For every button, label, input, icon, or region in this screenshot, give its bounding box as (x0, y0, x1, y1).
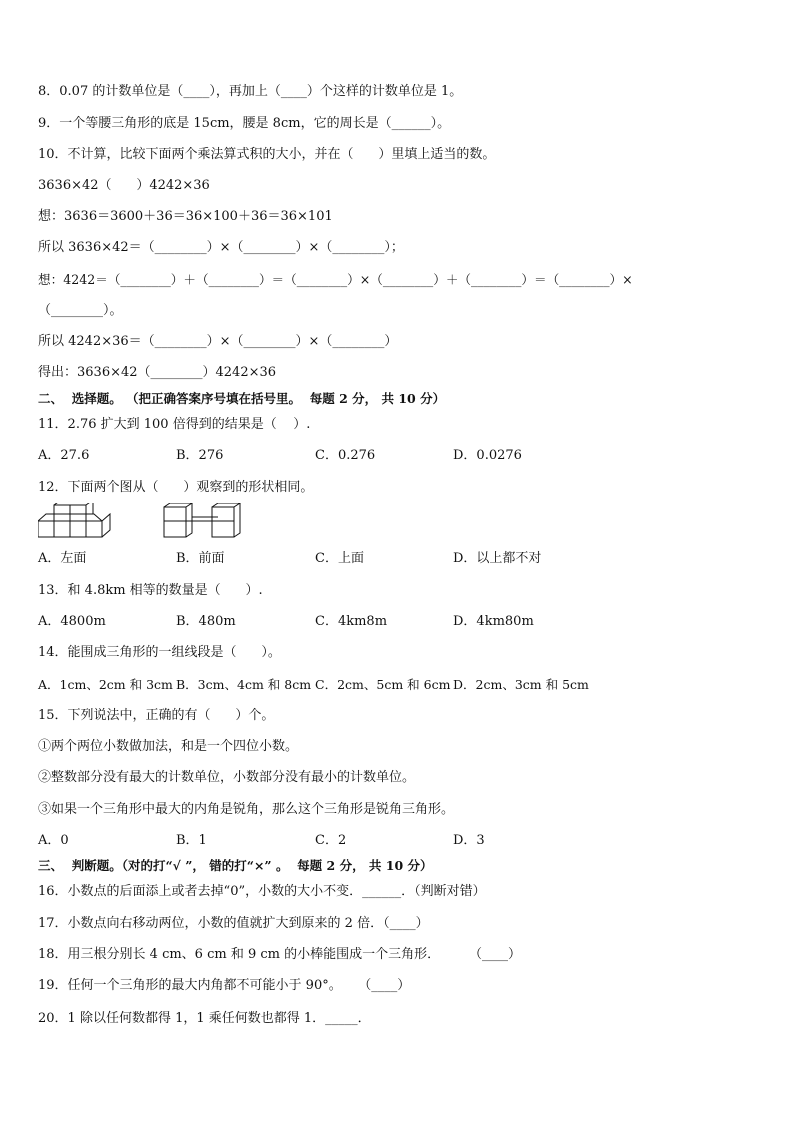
q15-option-b: B．1 (176, 833, 207, 848)
q15-option-d: D．3 (453, 833, 485, 848)
q11-option-a: A．27.6 (38, 448, 90, 463)
section-3-heading: 三、 判断题。（对的打“√ ”， 错的打“×” 。 每题 2 分， 共 10 分） (38, 858, 433, 873)
question-18: 18．用三根分别长 4 cm、6 cm 和 9 cm 的小棒能围成一个三角形． （____） (38, 947, 522, 962)
q11-option-c: C．0.276 (315, 448, 376, 463)
q11-option-d: D．0.0276 (453, 448, 522, 463)
cube-figures (38, 503, 258, 543)
q12-option-d: D．以上都不对 (453, 551, 542, 566)
q14-option-a: A．1cm、2cm 和 3cm (38, 677, 173, 692)
question-10-line3: 所以 3636×42＝（________）×（________）×（________）； (38, 240, 404, 255)
q12-option-b: B．前面 (176, 551, 225, 566)
question-10-stem: 10．不计算，比较下面两个乘法算式积的大小，并在（ ）里填上适当的数。 (38, 147, 496, 162)
q13-option-a: A．4800m (38, 614, 106, 629)
question-17: 17．小数点向右移动两位，小数的值就扩大到原来的 2 倍．（____） (38, 916, 429, 931)
question-14-stem: 14．能围成三角形的一组线段是（ ）。 (38, 645, 281, 660)
question-10-line7: 得出：3636×42（________）4242×36 (38, 365, 277, 380)
q13-option-b: B．480m (176, 614, 236, 629)
question-10-line5: （________）。 (38, 303, 123, 318)
question-10-line4: 想：4242＝（________）＋（________）＝（________）×（________）＋（________）＝（________）× (38, 272, 633, 287)
cube-figure-1 (38, 503, 110, 537)
q15-statement-1: ①两个两位小数做加法，和是一个四位小数。 (38, 739, 299, 754)
question-10-line1: 3636×42（ ）4242×36 (38, 178, 210, 193)
q13-option-c: C．4km8m (315, 614, 388, 629)
q14-option-d: D．2cm、3cm 和 5cm (453, 677, 589, 692)
question-16: 16．小数点的后面添上或者去掉“0”，小数的大小不变．______．（判断对错） (38, 884, 486, 899)
q14-option-c: C．2cm、5cm 和 6cm (315, 677, 451, 692)
cube-figure-2 (164, 503, 240, 537)
question-15-stem: 15．下列说法中，正确的有（ ）个。 (38, 708, 275, 723)
question-8: 8．0.07 的计数单位是（____），再加上（____）个这样的计数单位是 1。 (38, 84, 463, 99)
question-20: 20．1 除以任何数都得 1，1 乘任何数也都得 1．_____． (38, 1011, 371, 1026)
q14-option-b: B．3cm、4cm 和 8cm (176, 677, 312, 692)
section-2-heading: 二、 选择题。 （把正确答案序号填在括号里。 每题 2 分， 共 10 分） (38, 391, 446, 406)
question-12-stem: 12．下面两个图从（ ）观察到的形状相同。 (38, 480, 314, 495)
question-9: 9．一个等腰三角形的底是 15cm，腰是 8cm，它的周长是（______）。 (38, 116, 451, 131)
question-19: 19．任何一个三角形的最大内角都不可能小于 90°。 （____） (38, 978, 411, 993)
q12-option-c: C．上面 (315, 551, 364, 566)
q15-statement-3: ③如果一个三角形中最大的内角是锐角，那么这个三角形是锐角三角形。 (38, 802, 455, 817)
q12-option-a: A．左面 (38, 551, 87, 566)
question-10-line6: 所以 4242×36＝（________）×（________）×（________） (38, 334, 398, 349)
q11-option-b: B．276 (176, 448, 224, 463)
q15-option-a: A．0 (38, 833, 69, 848)
question-11-stem: 11．2.76 扩大到 100 倍得到的结果是（ ）. (38, 417, 311, 432)
question-10-line2: 想：3636＝3600＋36＝36×100＋36＝36×101 (38, 209, 333, 224)
q15-option-c: C．2 (315, 833, 347, 848)
q15-statement-2: ②整数部分没有最大的计数单位，小数部分没有最小的计数单位。 (38, 770, 416, 785)
question-13-stem: 13．和 4.8km 相等的数量是（ ）. (38, 583, 263, 598)
q13-option-d: D．4km80m (453, 614, 534, 629)
